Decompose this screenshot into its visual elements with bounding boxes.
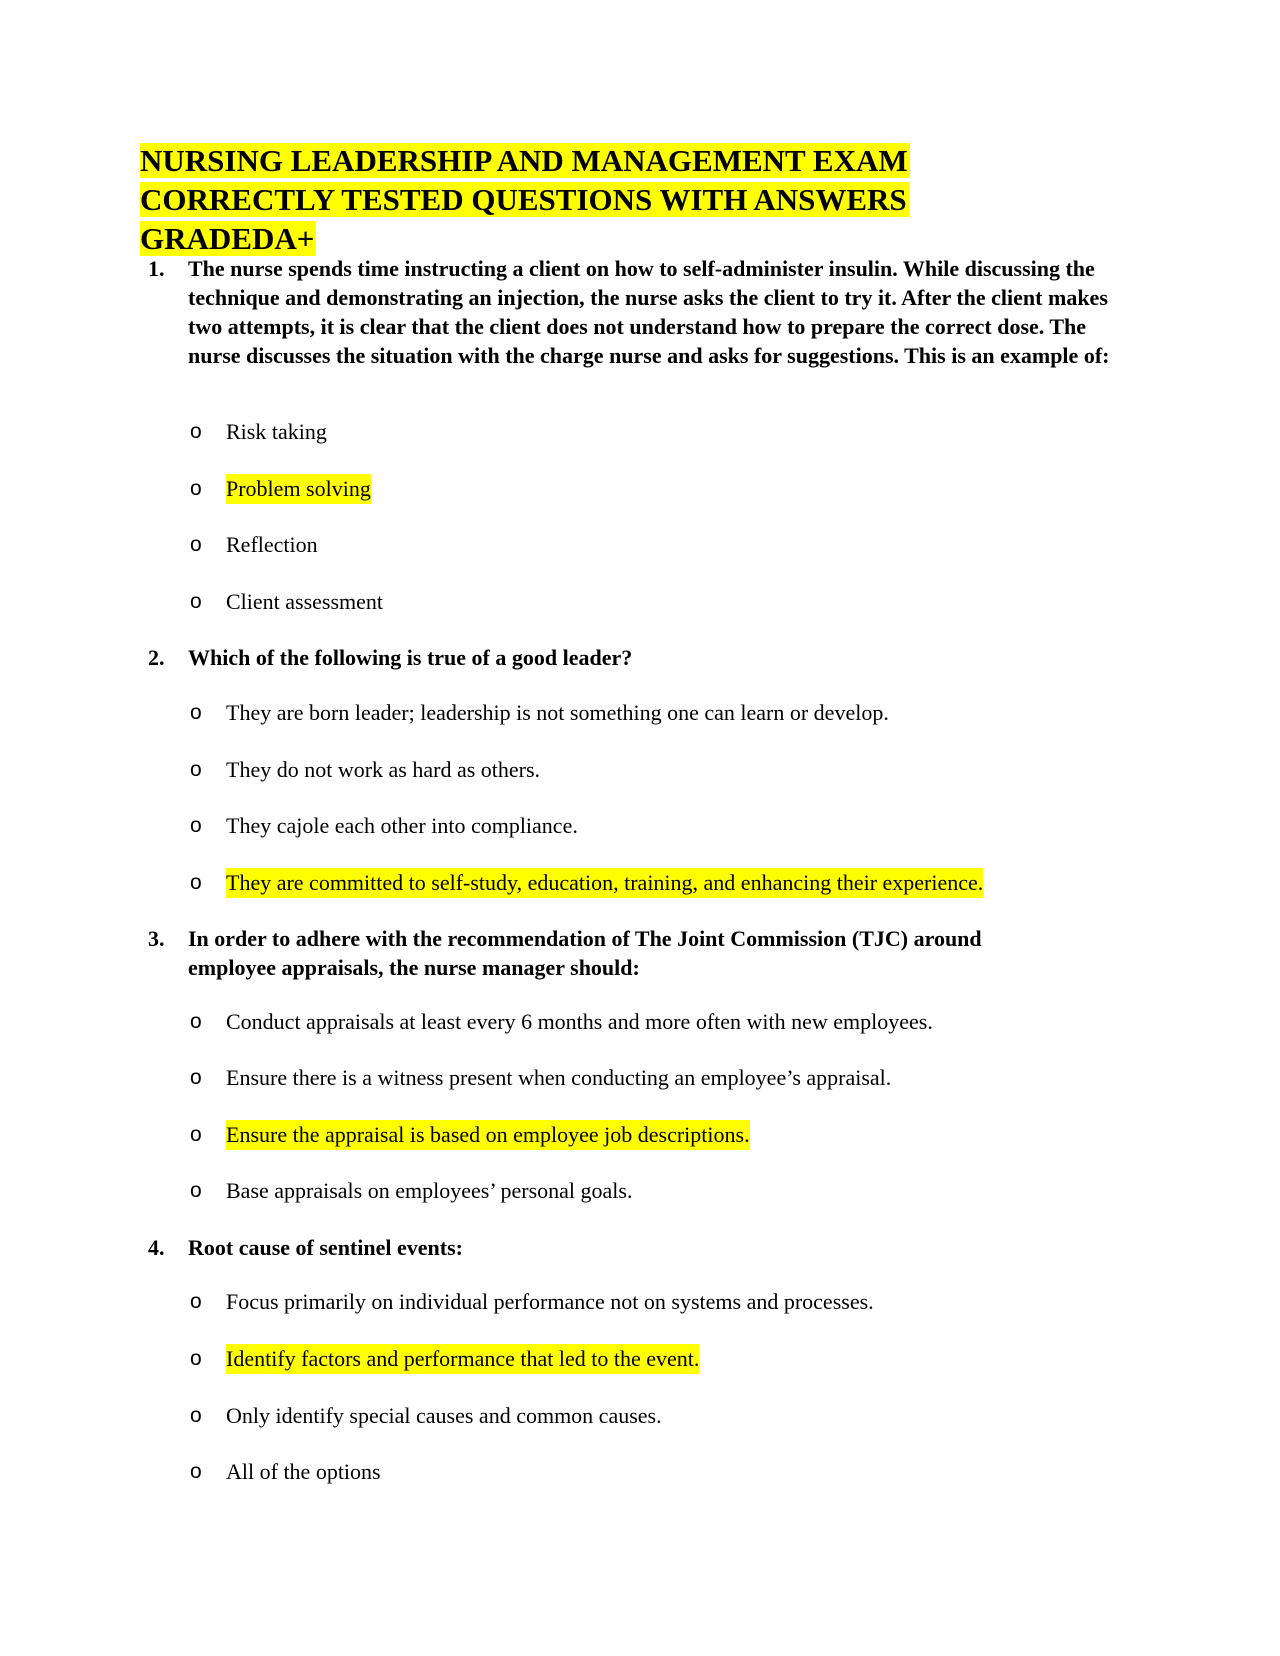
option-text: They are born leader; leadership is not something one can learn or develop. (226, 700, 889, 725)
title-line-3: GRADEDA+ (140, 221, 315, 256)
option-item (186, 811, 1126, 841)
option-item-correct (186, 868, 1126, 898)
option-text: Reflection (226, 532, 318, 557)
option-item-correct (186, 1120, 1126, 1150)
bullet-icon: o (190, 590, 202, 613)
option-text-highlighted: They are committed to self-study, education, training, and enhancing their experience. (226, 868, 983, 898)
option-text: They do not work as hard as others. (226, 757, 541, 782)
bullet-icon: o (190, 1179, 202, 1202)
option-item (186, 1401, 1126, 1431)
bullet-icon: o (190, 1123, 202, 1146)
option-text: All of the options (226, 1459, 381, 1484)
bullet-icon: o (190, 533, 202, 556)
option-item (186, 530, 1126, 560)
title-line-2: CORRECTLY TESTED QUESTIONS WITH ANSWERS (140, 182, 907, 217)
option-text-highlighted: Ensure the appraisal is based on employee job descriptions. (226, 1120, 750, 1150)
option-text: Ensure there is a witness present when conducting an employee’s appraisal. (226, 1065, 892, 1090)
title-line-1: NURSING LEADERSHIP AND MANAGEMENT EXAM (140, 143, 908, 178)
bullet-icon: o (190, 1404, 202, 1427)
bullet-icon: o (190, 1066, 202, 1089)
option-item (186, 417, 1126, 447)
bullet-icon: o (190, 477, 202, 500)
bullet-icon: o (190, 871, 202, 894)
bullet-icon: o (190, 420, 202, 443)
option-item-correct (186, 1344, 1126, 1374)
bullet-icon: o (190, 1010, 202, 1033)
bullet-icon: o (190, 1290, 202, 1313)
document-title (140, 141, 1120, 258)
option-text-highlighted: Problem solving (226, 474, 371, 504)
option-item (186, 1007, 1126, 1037)
bullet-icon: o (190, 701, 202, 724)
option-item (186, 755, 1126, 785)
option-text: Only identify special causes and common causes. (226, 1403, 662, 1428)
option-text: Focus primarily on individual performance not on systems and processes. (226, 1289, 874, 1314)
question-text: In order to adhere with the recommendation of The Joint Commission (TJC) around employee appraisals, the nurse manager should: (188, 926, 982, 980)
option-item (186, 1287, 1126, 1317)
option-item (186, 1457, 1126, 1487)
option-text-highlighted: Identify factors and performance that led to the event. (226, 1344, 699, 1374)
question-text: The nurse spends time instructing a client on how to self-administer insulin. While discussing the technique and demonstrating an injection, the nurse asks the client to try it. After the client makes two attempts, it is clear that the client does not understand how to prepare the correct dose. The nurse discusses the situation with the charge nurse and asks for suggestions. This is an example of: (188, 256, 1110, 368)
bullet-icon: o (190, 1347, 202, 1370)
option-text: Risk taking (226, 419, 327, 444)
question-number: 4. (148, 1235, 165, 1260)
question-text: Which of the following is true of a good leader? (188, 645, 633, 670)
question-text: Root cause of sentinel events: (188, 1235, 463, 1260)
question-number: 1. (148, 256, 165, 281)
bullet-icon: o (190, 758, 202, 781)
option-item (186, 1176, 1126, 1206)
bullet-icon: o (190, 814, 202, 837)
option-item (186, 1063, 1126, 1093)
option-text: Base appraisals on employees’ personal goals. (226, 1178, 633, 1203)
option-item-correct (186, 474, 1126, 504)
option-item (186, 698, 1126, 728)
option-item (186, 587, 1126, 617)
option-text: They cajole each other into compliance. (226, 813, 578, 838)
option-text: Client assessment (226, 589, 384, 614)
bullet-icon: o (190, 1460, 202, 1483)
question-number: 2. (148, 645, 165, 670)
question-number: 3. (148, 926, 165, 951)
option-text: Conduct appraisals at least every 6 months and more often with new employees. (226, 1009, 933, 1034)
